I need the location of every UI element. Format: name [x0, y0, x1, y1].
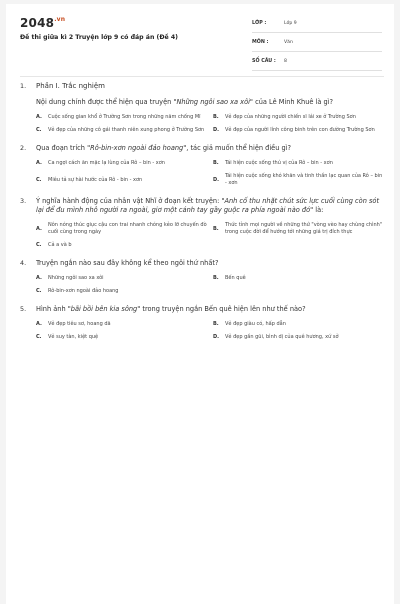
stem-quote: "Rô-bin-xơn ngoài đảo hoang"	[87, 144, 187, 152]
question-text	[36, 197, 384, 215]
question-list	[20, 82, 384, 351]
question-number: 2.	[20, 144, 27, 152]
question-1	[20, 98, 384, 134]
options	[20, 321, 384, 341]
option-c[interactable]	[36, 127, 207, 134]
option-text: Tái hiện cuộc sống thú vị của Rô – bin - xơn	[225, 160, 333, 166]
divider	[20, 76, 384, 77]
option-text: Bến quê	[225, 275, 246, 281]
option-a[interactable]	[36, 160, 207, 167]
question-number: 5.	[20, 305, 27, 313]
stem-tail: là:	[313, 206, 324, 214]
option-c[interactable]	[36, 288, 207, 295]
option-letter: C.	[36, 176, 42, 183]
option-c[interactable]	[36, 242, 207, 249]
option-b[interactable]	[213, 321, 384, 328]
option-text: Miêu tả sự hài hước của Rô - bin - xơn	[48, 176, 143, 183]
option-c[interactable]	[36, 173, 207, 187]
options	[20, 275, 384, 295]
option-b[interactable]	[213, 114, 384, 121]
option-text: Những ngôi sao xa xôi	[48, 275, 104, 281]
stem-text: Truyện ngắn nào sau đây không kể theo ngôi thứ nhất?	[36, 259, 219, 267]
option-text: Vẻ suy tàn, kiệt quệ	[48, 334, 99, 340]
logo-suffix: .vn	[54, 16, 66, 23]
option-a[interactable]	[36, 321, 207, 328]
option-letter: D.	[213, 334, 220, 340]
section-heading	[20, 82, 384, 90]
header	[6, 4, 394, 74]
option-letter: B.	[213, 114, 219, 120]
question-text	[36, 144, 384, 153]
section-title: Phần I. Trắc nghiệm	[36, 82, 105, 90]
option-letter: C.	[36, 334, 42, 340]
meta-value: Văn	[284, 39, 293, 45]
question-stem	[20, 197, 384, 215]
question-stem	[20, 259, 384, 268]
option-b[interactable]	[213, 222, 384, 236]
meta-label: MÔN :	[252, 39, 269, 45]
options	[20, 114, 384, 134]
question-2	[20, 144, 384, 187]
question-3	[20, 197, 384, 249]
option-text: Vẻ đẹp của những người chiến sĩ lái xe ở Trường Sơn	[225, 114, 356, 120]
stem-text: Qua đoạn trích	[36, 144, 88, 152]
option-b[interactable]	[213, 275, 384, 282]
question-text	[36, 259, 384, 268]
option-a[interactable]	[36, 222, 207, 236]
question-text	[36, 98, 384, 107]
option-letter: C.	[36, 288, 42, 294]
option-text: Vẻ đẹp gần gũi, bình dị của quê hương, xứ sở	[225, 334, 339, 340]
question-number: 3.	[20, 197, 27, 205]
option-text: Rô-bin-xơn ngoài đảo hoang	[48, 288, 119, 294]
question-number	[20, 98, 36, 107]
option-letter: D.	[213, 127, 220, 133]
option-letter: C.	[36, 242, 42, 248]
question-number: 1.	[20, 82, 27, 90]
option-letter: A.	[36, 114, 42, 120]
option-letter: B.	[213, 275, 219, 281]
logo-text: 2048	[20, 16, 55, 30]
exam-page	[6, 4, 394, 604]
option-letter: C.	[36, 127, 42, 133]
option-b[interactable]	[213, 160, 384, 167]
option-a[interactable]	[36, 114, 207, 121]
stem-quote: "Những ngôi sao xa xôi"	[173, 98, 253, 106]
stem-tail: của Lê Minh Khuê là gì?	[252, 98, 334, 106]
question-text	[36, 305, 384, 314]
question-stem	[20, 144, 384, 153]
site-logo[interactable]	[20, 16, 65, 30]
option-letter: A.	[36, 275, 42, 281]
meta-row-count	[252, 52, 382, 71]
option-text: Nôn nóng thúc giục cậu con trai nhanh chóng kẻo lỡ chuyến đò cuối cùng trong ngày	[48, 222, 207, 235]
stem-text: Ý nghĩa hành động của nhân vật Nhĩ ở đoạn kết truyện:	[36, 197, 222, 205]
option-letter: A.	[36, 160, 42, 166]
question-5	[20, 305, 384, 341]
question-number: 4.	[20, 259, 27, 267]
meta-row-grade	[252, 14, 382, 33]
question-stem	[20, 305, 384, 314]
option-text: Tái hiện cuộc sống khó khăn và tinh thần lạc quan của Rô – bin - xơn	[225, 173, 383, 186]
meta-panel	[252, 14, 382, 71]
option-letter: B.	[213, 160, 219, 166]
options	[20, 160, 384, 187]
option-text: Cả a và b	[48, 242, 72, 248]
stem-quote: "bãi bồi bên kia sông"	[67, 305, 141, 313]
option-a[interactable]	[36, 275, 207, 282]
option-d[interactable]	[213, 127, 384, 134]
option-letter: A.	[36, 225, 42, 232]
stem-tail: trong truyện ngắn Bến quê hiện lên như thế nào?	[140, 305, 306, 313]
option-text: Thức tỉnh mọi người về những thứ "vòng vèo hay chùng chình" trong cuộc đời để hướng tới những giá trị đích thực	[225, 222, 383, 235]
meta-value: Lớp 9	[284, 20, 297, 26]
option-text: Vẻ đẹp của người lính công binh trên con đường Trường Sơn	[225, 127, 375, 133]
meta-row-subject	[252, 33, 382, 52]
options	[20, 222, 384, 249]
meta-label: LỚP :	[252, 20, 267, 26]
option-text: Cuộc sống gian khổ ở Trường Sơn trong những năm chống Mĩ	[48, 114, 201, 120]
stem-text: Hình ảnh	[36, 305, 68, 313]
stem-quote: "Anh cố thu nhặt chút sức lực cuối cùng còn sót lại để đu mình nhô người ra ngoài, giơ một cánh tay gầy guộc ra phía ngoài nào đó"	[36, 197, 380, 214]
option-d[interactable]	[213, 173, 384, 187]
option-letter: D.	[213, 176, 220, 183]
option-c[interactable]	[36, 334, 207, 341]
option-text: Vẻ đẹp của những cô gái thanh niên xung phong ở Trường Sơn	[48, 127, 205, 133]
option-text: Vẻ đẹp giàu có, hấp dẫn	[225, 321, 286, 327]
meta-label: SỐ CÂU :	[252, 58, 276, 64]
option-text: Vẻ đẹp tiêu sơ, hoang dã	[48, 321, 111, 327]
meta-value: 8	[284, 58, 287, 64]
stem-text: Nội dung chính được thể hiện qua truyện	[36, 98, 174, 106]
stem-tail: , tác giả muốn thể hiện điều gì?	[186, 144, 292, 152]
page-title: Đề thi giữa kì 2 Truyện lớp 9 có đáp án (Đề 4)	[20, 34, 178, 41]
question-stem	[20, 98, 384, 107]
option-letter: B.	[213, 225, 219, 232]
question-4	[20, 259, 384, 295]
option-letter: A.	[36, 321, 42, 327]
option-letter: B.	[213, 321, 219, 327]
option-d[interactable]	[213, 334, 384, 341]
option-text: Ca ngợi cách ăn mặc lạ lùng của Rô – bin - xơn	[48, 160, 165, 166]
